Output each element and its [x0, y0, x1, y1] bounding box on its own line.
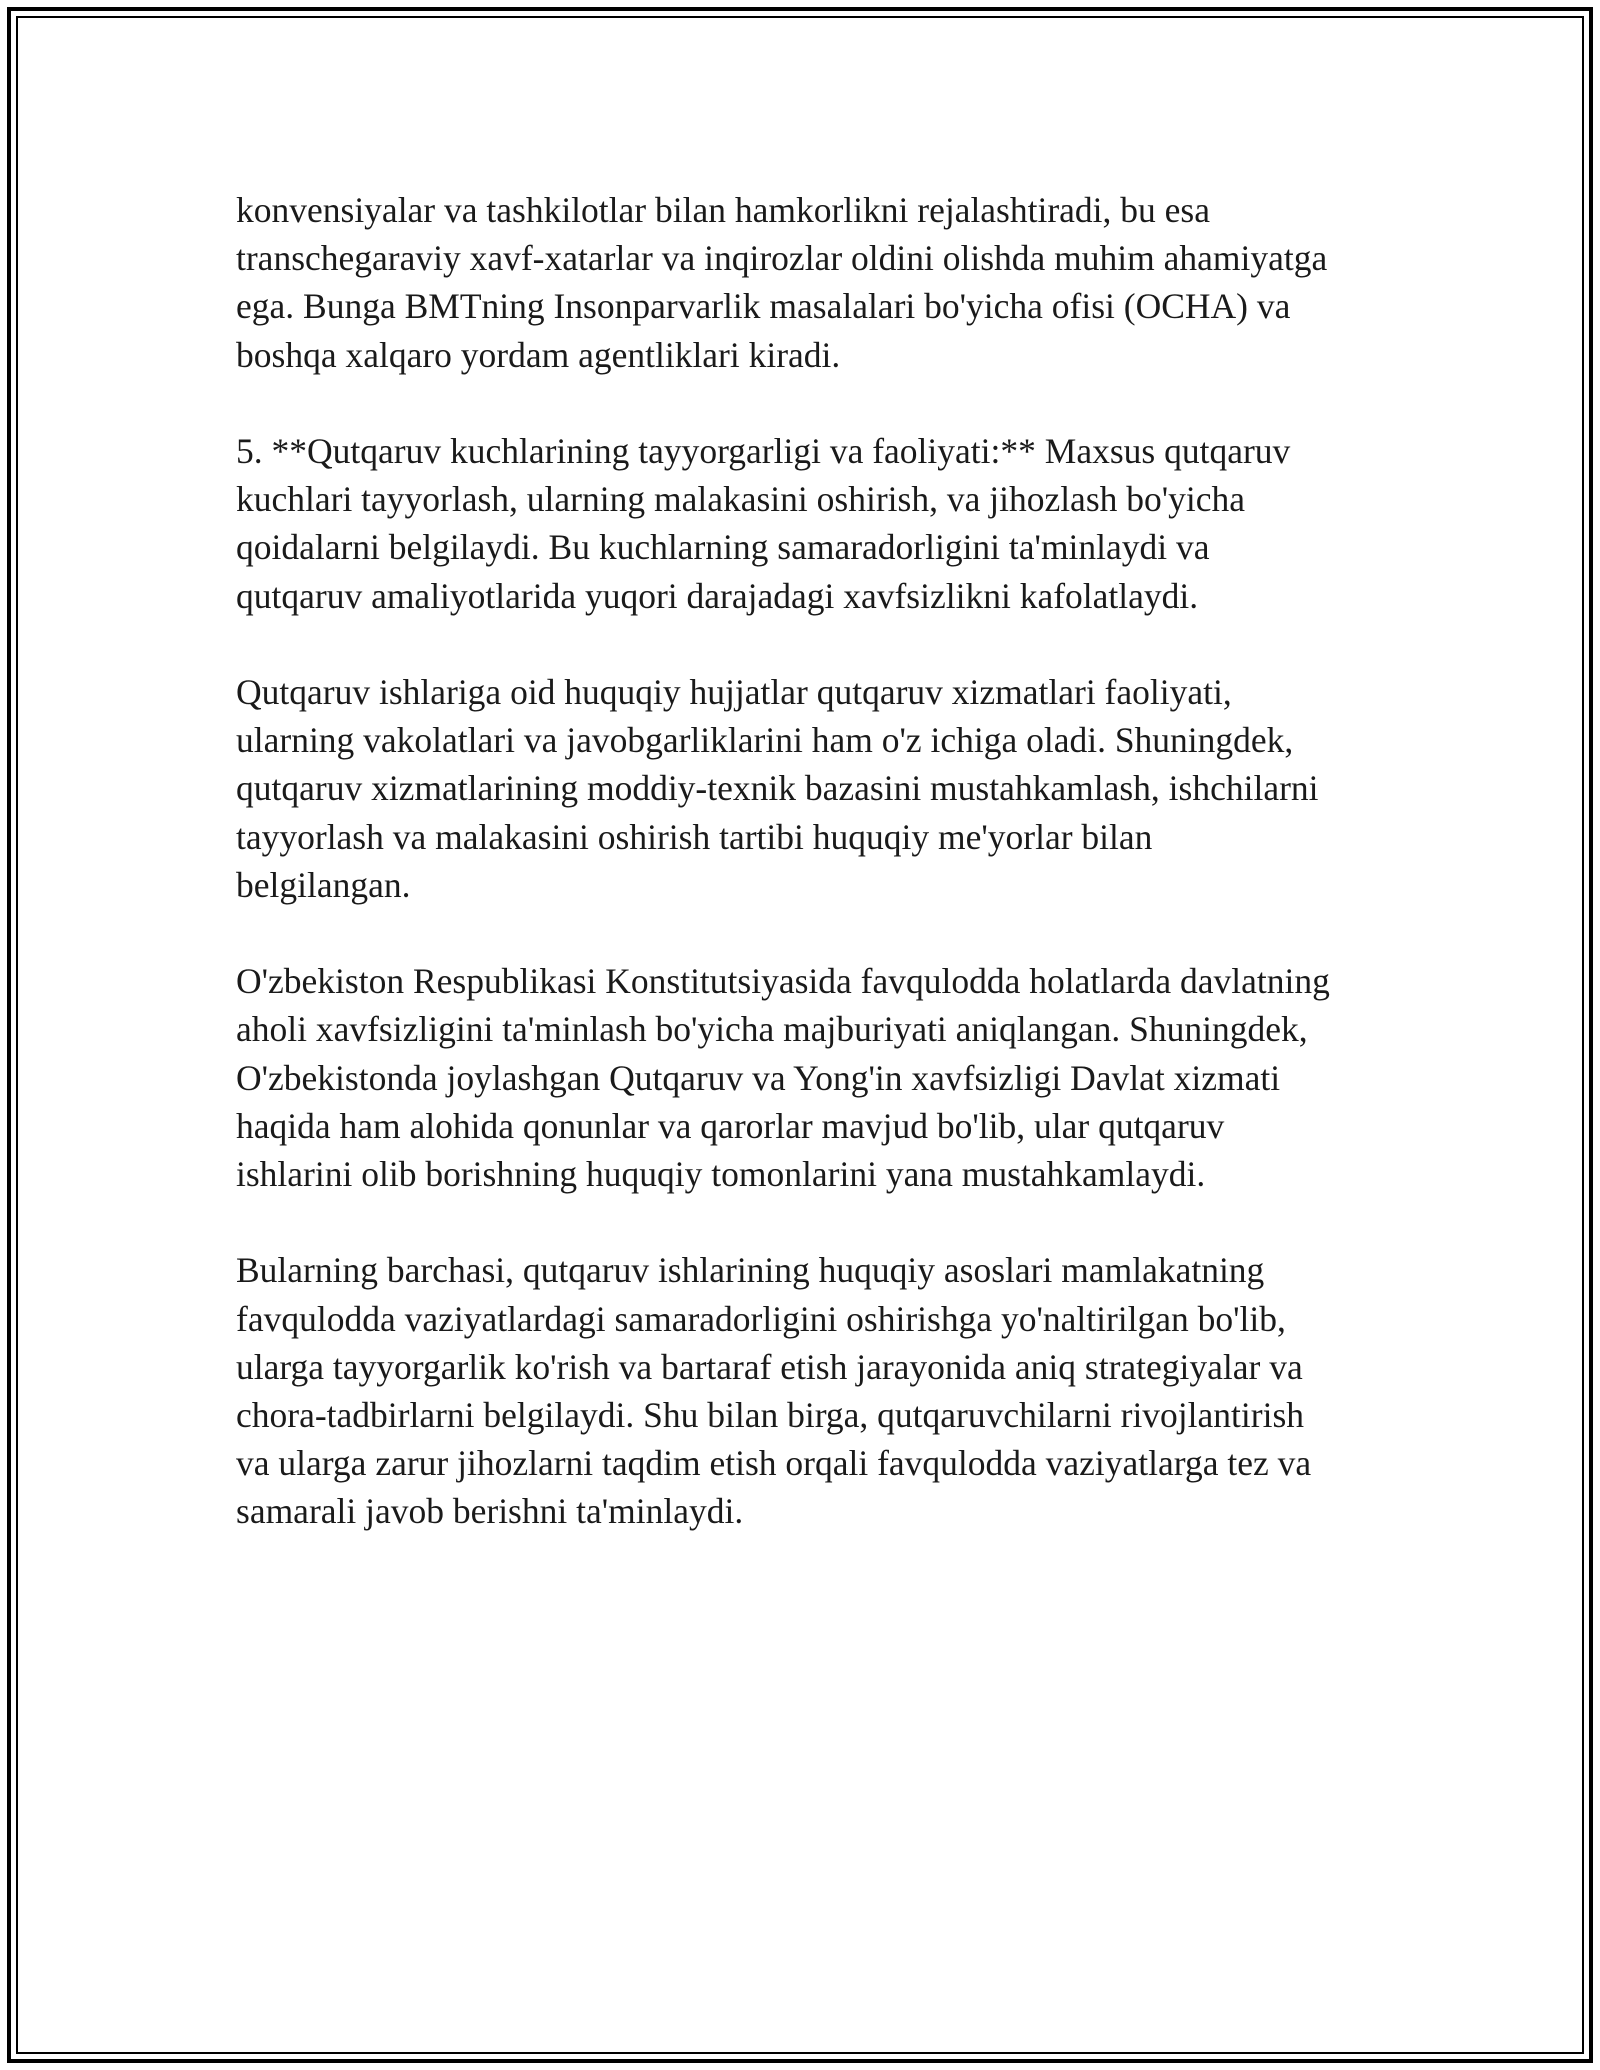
- text-line: tayyorlash va malakasini oshirish tartibi huquqiy me'yorlar bilan: [236, 816, 1153, 857]
- text-line: belgilangan.: [236, 864, 411, 905]
- text-line: favqulodda vaziyatlardagi samaradorligini oshirishga yo'naltirilgan bo'lib,: [236, 1298, 1286, 1339]
- text-line: qutqaruv amaliyotlarida yuqori darajadagi xavfsizlikni kafolatlaydi.: [236, 575, 1199, 616]
- text-line: qutqaruv xizmatlarining moddiy-texnik bazasini mustahkamlash, ishchilarni: [236, 768, 1319, 809]
- text-line: Qutqaruv ishlariga oid huquqiy hujjatlar qutqaruv xizmatlari faoliyati,: [236, 672, 1232, 712]
- text-line: 5. **Qutqaruv kuchlarining tayyorgarligi va faoliyati:** Maxsus qutqaruv: [236, 431, 1291, 471]
- text-line: va ularga zarur jihozlarni taqdim etish orqali favqulodda vaziyatlarga tez va: [236, 1443, 1312, 1484]
- text-line: ularga tayyorgarlik ko'rish va bartaraf etish jarayonida aniq strategiyalar va: [236, 1346, 1303, 1387]
- paragraph-4: [236, 957, 1446, 1198]
- paragraph-1: [236, 186, 1446, 379]
- text-line: qoidalarni belgilaydi. Bu kuchlarning samaradorligini ta'minlaydi va: [236, 527, 1210, 568]
- text-line: chora-tadbirlarni belgilaydi. Shu bilan birga, qutqaruvchilarni rivojlantirish: [236, 1395, 1305, 1436]
- paragraph-2: [236, 427, 1446, 620]
- paragraph-3: [236, 668, 1446, 909]
- text-line: samarali javob berishni ta'minlaydi.: [236, 1491, 744, 1532]
- text-line: boshqa xalqaro yordam agentliklari kiradi.: [236, 334, 841, 375]
- text-line: O'zbekistonda joylashgan Qutqaruv va Yong'in xavfsizligi Davlat xizmati: [236, 1057, 1281, 1098]
- text-line: kuchlari tayyorlash, ularning malakasini oshirish, va jihozlash bo'yicha: [236, 479, 1246, 520]
- paragraph-5: [236, 1246, 1446, 1535]
- text-line: aholi xavfsizligini ta'minlash bo'yicha majburiyati aniqlangan. Shuningdek,: [236, 1009, 1308, 1050]
- document-body: [236, 186, 1446, 1584]
- text-line: konvensiyalar va tashkilotlar bilan hamkorlikni rejalashtiradi, bu esa: [236, 190, 1210, 230]
- text-line: ishlarini olib borishning huquqiy tomonlarini yana mustahkamlaydi.: [236, 1154, 1206, 1195]
- text-line: O'zbekiston Respublikasi Konstitutsiyasida favqulodda holatlarda davlatning: [236, 961, 1330, 1002]
- text-line: transchegaraviy xavf-xatarlar va inqirozlar oldini olishda muhim ahamiyatga: [236, 238, 1328, 279]
- text-line: Bularning barchasi, qutqaruv ishlarining huquqiy asoslari mamlakatning: [236, 1250, 1265, 1291]
- text-line: ega. Bunga BMTning Insonparvarlik masalalari bo'yicha ofisi (OCHA) va: [236, 286, 1291, 327]
- text-line: haqida ham alohida qonunlar va qarorlar mavjud bo'lib, ular qutqaruv: [236, 1105, 1225, 1146]
- text-line: ularning vakolatlari va javobgarliklarini ham o'z ichiga oladi. Shuningdek,: [236, 720, 1294, 761]
